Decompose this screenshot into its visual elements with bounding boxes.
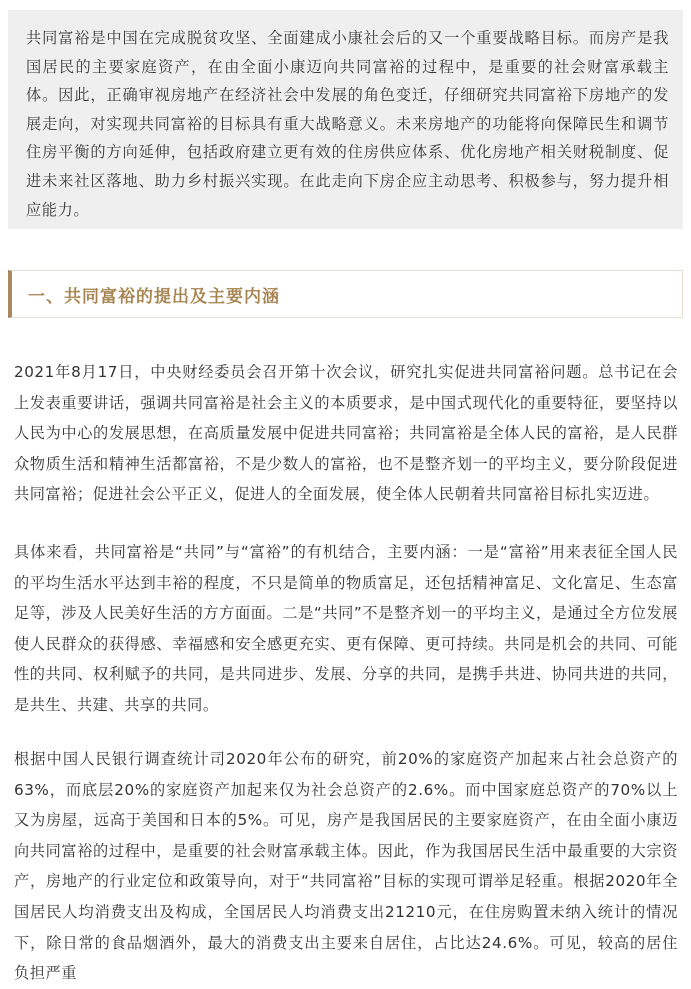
body-paragraph-2: 具体来看，共同富裕是“共同”与“富裕”的有机结合，主要内涵：一是“富裕”用来表征全国人民的平均生活水平达到丰裕的程度，不只是简单的物质富足，还包括精神富足、文化富足、生态富足等，涉及人民美好生活的方方面面。二是“共同”不是整齐划一的平均主义，是通过全方位发展使人民群众的获得感、幸福感和安全感更充实、更有保障、更可持续。共同是机会的共同、可能性的共同、权利赋予的共同，是共同进步、发展、分享的共同，是携手共进、协同共进的共同，是共生、共建、共享的共同。 [14,543,678,714]
body-paragraph-1: 2021年8月17日，中央财经委员会召开第十次会议，研究扎实促进共同富裕问题。总书记在会上发表重要讲话，强调共同富裕是社会主义的本质要求，是中国式现代化的重要特征，要坚持以人民为中心的发展思想，在高质量发展中促进共同富裕；共同富裕是全体人民的富裕，是人民群众物质生活和精神生活都富裕，不是少数人的富裕，也不是整齐划一的平均主义，要分阶段促进共同富裕；促进社会公平正义，促进人的全面发展，使全体人民朝着共同富裕目标扎实迈进。 [14,363,678,504]
body-paragraph-3: 根据中国人民银行调查统计司2020年公布的研究，前20%的家庭资产加起来占社会总资产的63%，而底层20%的家庭资产加起来仅为社会总资产的2.6%。而中国家庭总资产的70%以上又为房屋，远高于美国和日本的5%。可见，房产是我国居民的主要家庭资产，在由全面小康迈向共同富裕的过程中，是重要的社会财富承载主体。因此，作为我国居民生活中最重要的大宗资产，房地产的行业定位和政策导向，对于“共同富裕”目标的实现可谓举足轻重。根据2020年全国居民人均消费支出及构成，全国居民人均消费支出21210元，在住房购置未纳入统计的情况下，除日常的食品烟酒外，最大的消费支出主要来自居住，占比达24.6%。可见，较高的居住负担严重 [14,750,678,983]
intro-summary-text: 共同富裕是中国在完成脱贫攻坚、全面建成小康社会后的又一个重要战略目标。而房产是我国居民的主要家庭资产，在由全面小康迈向共同富裕的过程中，是重要的社会财富承载主体。因此，正确审视房地产在经济社会中发展的角色变迁，仔细研究共同富裕下房地产的发展走向，对实现共同富裕的目标具有重大战略意义。未来房地产的功能将向保障民生和调节住房平衡的方向延伸，包括政府建立更有效的住房供应体系、优化房地产相关财税制度、促进未来社区落地、助力乡村振兴实现。在此走向下房企应主动思考、积极参与，努力提升相应能力。 [26,29,669,219]
section-heading [8,270,683,318]
intro-summary-box [8,10,683,229]
section-heading-title: 一、共同富裕的提出及主要内涵 [28,286,280,307]
